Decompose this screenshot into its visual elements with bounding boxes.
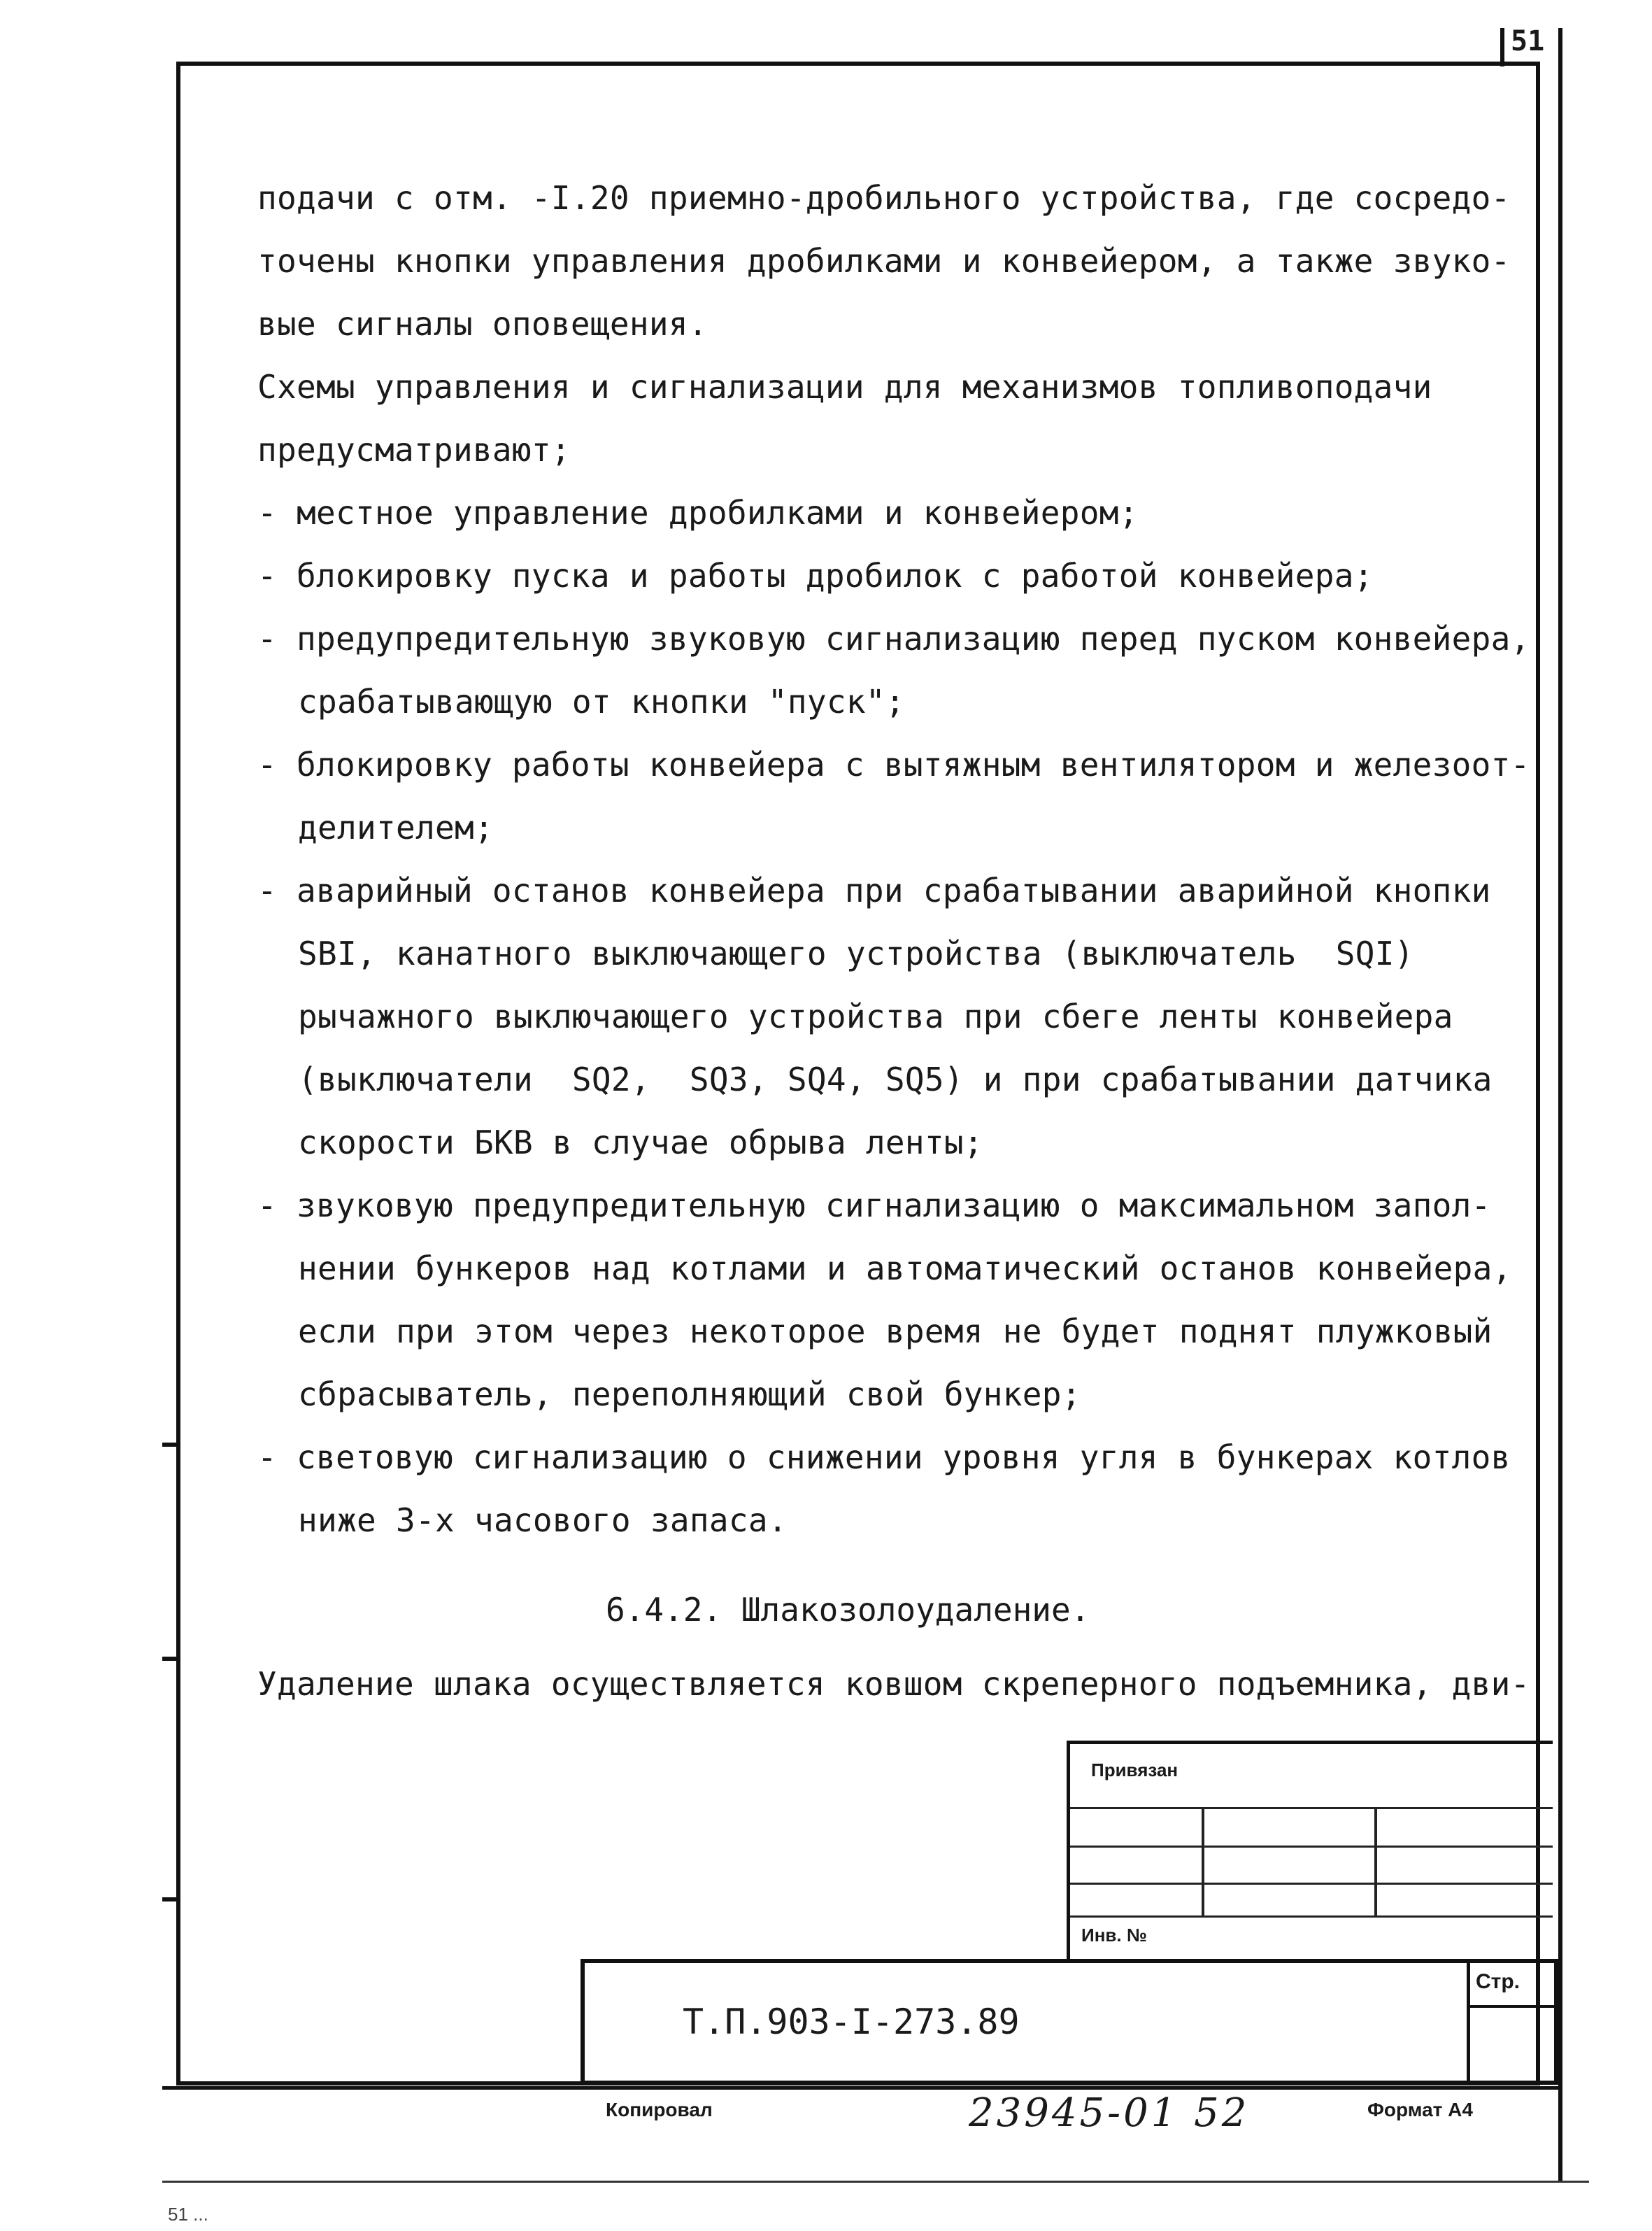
document-body: [257, 167, 1530, 1715]
list-item: - блокировку работы конвейера с вытяжным вентилятором и железоот-: [257, 746, 1530, 784]
list-item-continuation: делителем;: [298, 809, 494, 847]
closing-line: Удаление шлака осуществляется ковшом скреперного подъемника, дви-: [257, 1665, 1530, 1703]
paragraph-1: [257, 167, 1516, 355]
list-item-continuation: скорости БКВ в случае обрыва ленты;: [298, 1124, 983, 1161]
list-item: - блокировку пуска и работы дробилок с работой конвейера;: [257, 557, 1374, 595]
attached-label: Привязан: [1091, 1759, 1179, 1780]
list-item: - световую сигнализацию о снижении уровня угля в бункерах котлов: [257, 1438, 1511, 1476]
approval-stamp-table: [1067, 1741, 1553, 1959]
frame-right-line: [1558, 28, 1562, 2183]
list-item-continuation: SBI, канатного выключающего устройства (выключатель SQI): [298, 935, 1414, 972]
stamp-col-line: [1202, 1807, 1204, 1915]
frame-top-stub: [1500, 28, 1504, 66]
list-item-continuation: нении бункеров над котлами и автоматический останов конвейера,: [298, 1249, 1512, 1287]
list-item-continuation: сбрасыватель, переполняющий свой бункер;: [298, 1375, 1081, 1413]
margin-tick: [162, 1443, 178, 1447]
stamp-col-line: [1374, 1807, 1377, 1915]
list-item-continuation: (выключатели SQ2, SQ3, SQ4, SQ5) и при срабатывании датчика: [298, 1061, 1493, 1098]
stamp-row-line: [1070, 1846, 1553, 1848]
text-line: Схемы управления и сигнализации для механизмов топливоподачи: [257, 368, 1432, 406]
text-line: подачи с отм. -I.20 приемно-дробильного устройства, где сосредо-: [257, 179, 1511, 217]
margin-tick: [162, 1897, 178, 1901]
sheet-label: Стр.: [1476, 1970, 1521, 1993]
sheet-bottom-line: [162, 2181, 1589, 2183]
list-item: - аварийный останов конвейера при срабатывании аварийной кнопки: [257, 872, 1491, 909]
list-item-continuation: срабатывающую от кнопки "пуск";: [298, 683, 905, 721]
handwritten-number: 23945-01 52: [969, 2090, 1250, 2136]
margin-tick: [162, 1657, 178, 1661]
text-line: предусматривают;: [257, 431, 571, 469]
document-code: Т.П.903-I-273.89: [683, 2002, 1020, 2042]
paragraph-2: [257, 355, 1516, 481]
stamp-row-line: [1070, 1883, 1553, 1885]
section-heading: 6.4.2. Шлакозолоудаление.: [606, 1591, 1090, 1629]
copied-label: Копировал: [606, 2099, 713, 2120]
frame-bottom-line: [162, 2086, 1561, 2090]
list-item: - звуковую предупредительную сигнализацию о максимальном запол-: [257, 1187, 1491, 1224]
sheet-divider: [1470, 2005, 1554, 2008]
text-line: точены кнопки управления дробилками и конвейером, а также звуко-: [257, 242, 1511, 280]
title-block: [581, 1959, 1558, 2085]
page-number-top: 51: [1511, 25, 1545, 57]
list-item-continuation: рычажного выключающего устройства при сбеге ленты конвейера: [298, 998, 1453, 1035]
sheet-cell: [1467, 1963, 1554, 2081]
corner-note: 51 ...: [168, 2204, 208, 2225]
text-line: вые сигналы оповещения.: [257, 305, 708, 343]
stamp-row-line: [1070, 1807, 1553, 1809]
list-item-continuation: если при этом через некоторое время не будет поднят плужковый: [298, 1312, 1493, 1350]
list-item: - местное управление дробилками и конвейером;: [257, 494, 1139, 532]
format-label: Формат А4: [1367, 2099, 1473, 2120]
list-item-continuation: ниже 3-х часового запаса.: [298, 1501, 788, 1539]
list-item: - предупредительную звуковую сигнализацию перед пуском конвейера,: [257, 620, 1530, 658]
requirements-list: [257, 481, 1530, 1552]
inventory-number-label: Инв. №: [1081, 1925, 1147, 1946]
stamp-row-line: [1070, 1915, 1553, 1918]
